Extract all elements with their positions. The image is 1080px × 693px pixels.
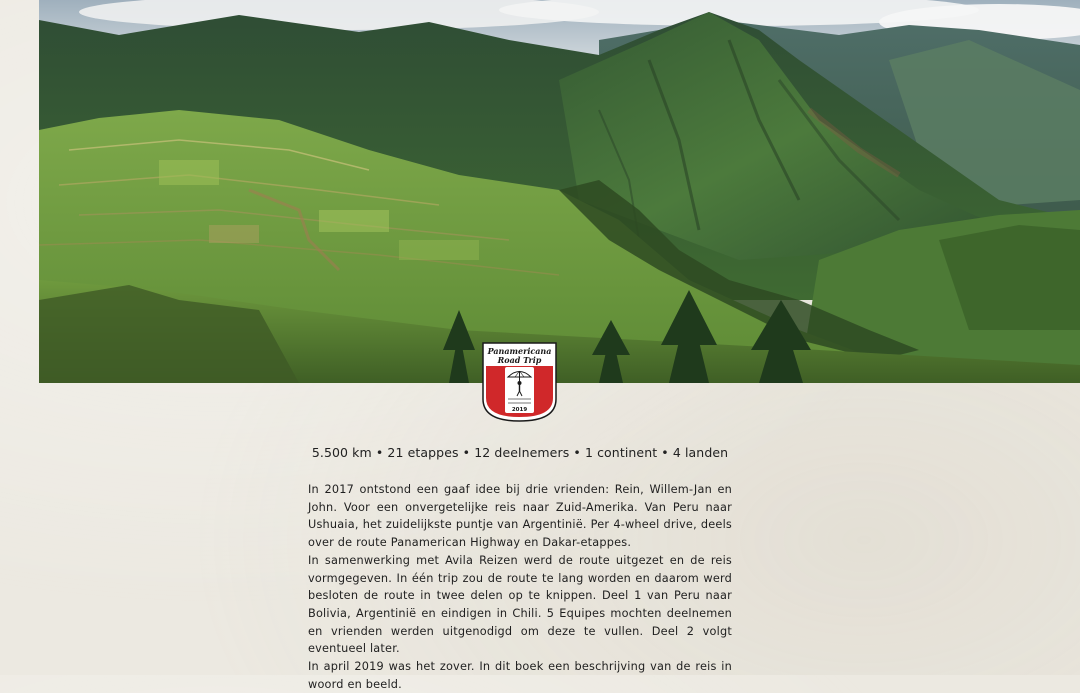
intro-paragraph-2: In samenwerking met Avila Reizen werd de route uitgezet en de reis vormgegeven. In één trip zou de route te lang worden en daarom werd besloten de route in twee delen op te knippen. Deel 1 van Peru naar Bolivia, Argentinië en eindigen in Chili. 5 Equipes mochten deelnemen en vrienden werden uitgenodigd om deze te vullen. Deel 2 volgt eventueel later. (308, 553, 732, 656)
badge-line1: Panamericana (487, 346, 552, 356)
intro-paragraph-1: In 2017 ontstond een gaaf idee bij drie vrienden: Rein, Willem-Jan en John. Voor een onvergetelijke reis naar Zuid-Amerika. Van Peru naar Ushuaia, het zuidelijkste puntje van Argentinië. Per 4-wheel drive, deels over de route Panamerican Highway en Dakar-etappes. (308, 483, 732, 550)
badge-year: 2019 (511, 407, 528, 413)
andes-landscape-photo (39, 0, 1080, 383)
stats-summary: 5.500 km • 21 etappes • 12 deelnemers • 1 continent • 4 landen (311, 445, 729, 460)
panamericana-road-trip-logo (481, 341, 558, 422)
badge-line2: Road Trip (497, 355, 542, 365)
intro-paragraph-3: In april 2019 was het zover. In dit boek een beschrijving van de reis in woord en beeld. (308, 660, 732, 691)
intro-text (308, 481, 732, 693)
